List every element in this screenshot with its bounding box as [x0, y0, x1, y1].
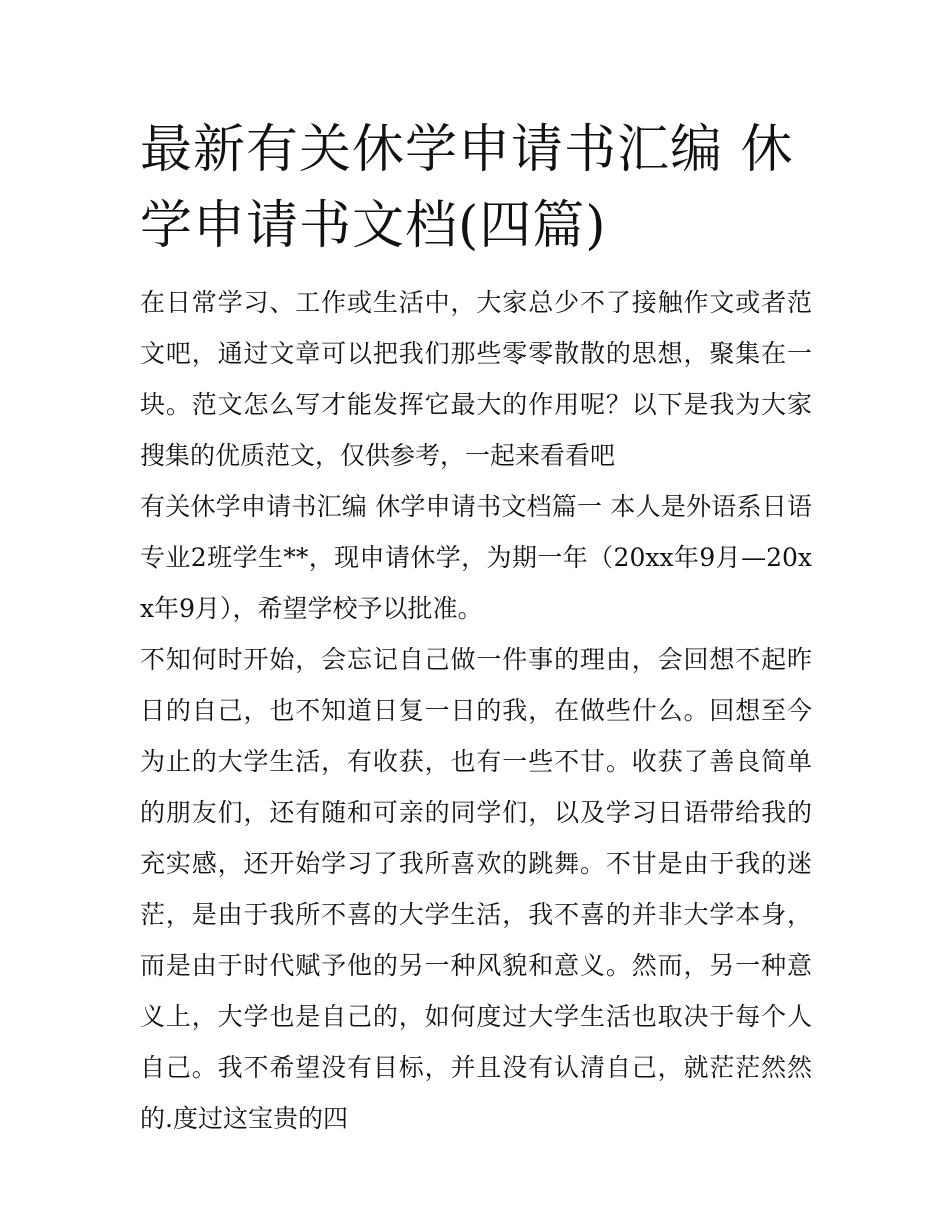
paragraph-reason: 不知何时开始，会忘记自己做一件事的理由，会回想不起昨日的自己，也不知道日复一日的我，在做些什么。回想至今为止的大学生活，有收获，也有一些不甘。收获了善良简单的朋友们，还有随和可亲的同学们，以及学习日语带给我的充实感，还开始学习了我所喜欢的跳舞。不甘是由于我的迷茫，是由于我所不喜的大学生活，我不喜的并非大学本身，而是由于时代赋予他的另一种风貌和意义。然而，另一种意义上，大学也是自己的，如何度过大学生活也取决于每个人自己。我不希望没有目标，并且没有认清自己，就茫茫然然的.度过这宝贵的四 [140, 645, 812, 1133]
paragraph-application: 有关休学申请书汇编 休学申请书文档篇一 本人是外语系日语专业2班学生**，现申请休学，为期一年（20xx年9月—20xx年9月），希望学校予以批准。 [140, 492, 812, 623]
document-body [140, 277, 812, 1144]
paragraph-intro: 在日常学习、工作或生活中，大家总少不了接触作文或者范文吧，通过文章可以把我们那些零零散散的思想，聚集在一块。范文怎么写才能发挥它最大的作用呢？以下是我为大家搜集的优质范文，仅供参考，一起来看看吧 [140, 288, 812, 470]
document-title: 最新有关休学申请书汇编 休学申请书文档(四篇) [140, 120, 794, 256]
